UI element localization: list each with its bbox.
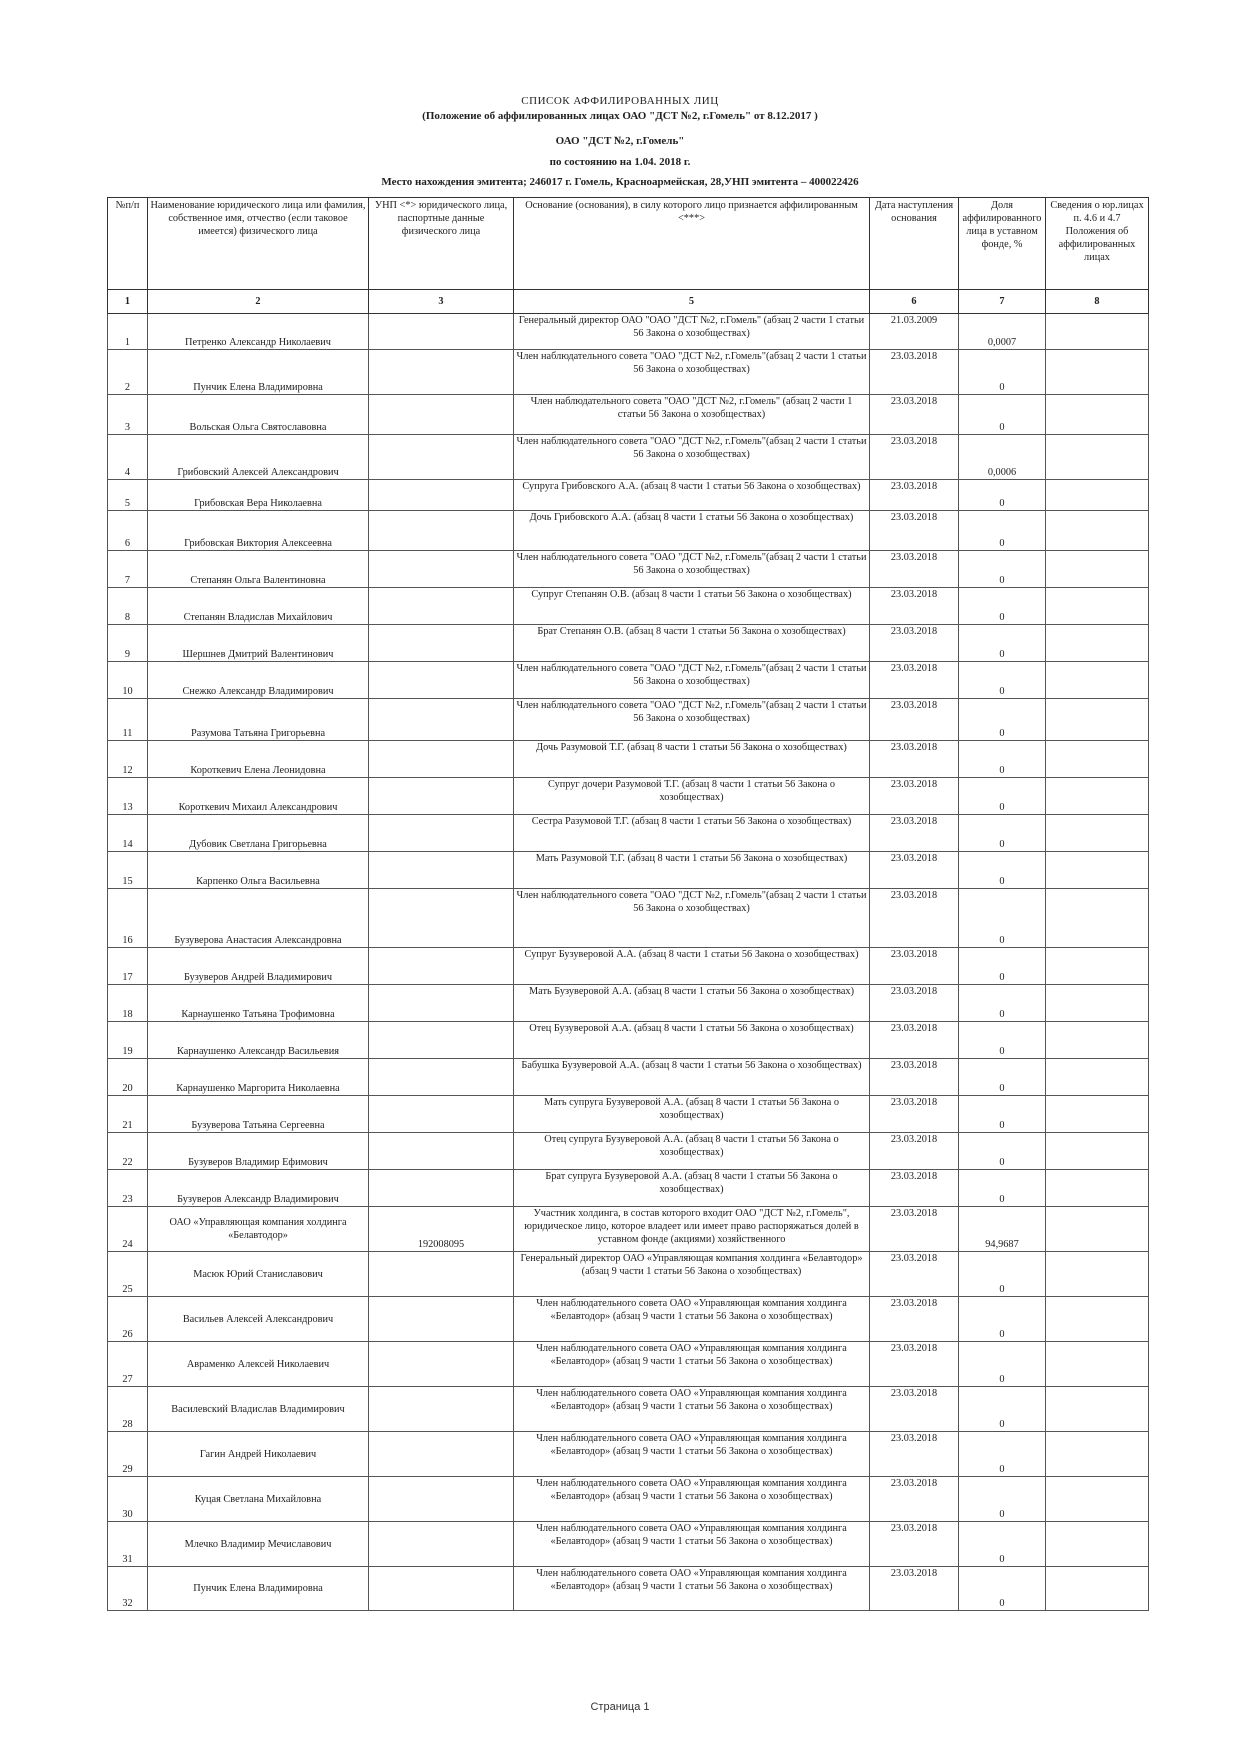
- basis-date: 23.03.2018: [870, 1432, 959, 1477]
- column-header: №п/п: [108, 198, 148, 290]
- row-number: 7: [108, 551, 148, 588]
- basis-date: 23.03.2018: [870, 1133, 959, 1170]
- legal-entity-info: [1046, 1059, 1149, 1096]
- affiliation-basis: Сестра Разумовой Т.Г. (абзац 8 части 1 статьи 56 Закона о хозобществах): [514, 815, 870, 852]
- basis-date: 23.03.2018: [870, 889, 959, 948]
- affiliation-basis: Член наблюдательного совета "ОАО "ДСТ №2, г.Гомель"(абзац 2 части 1 статьи 56 Закона о хозобществах): [514, 662, 870, 699]
- share-percent: 0: [959, 1477, 1046, 1522]
- share-percent: 0: [959, 985, 1046, 1022]
- affiliate-name: Масюк Юрий Станиславович: [148, 1252, 369, 1297]
- affiliate-unp: [369, 815, 514, 852]
- affiliate-unp: [369, 1567, 514, 1611]
- column-header: Сведения о юр.лицах п. 4.6 и 4.7 Положения об аффилированных лицах: [1046, 198, 1149, 290]
- share-percent: 0: [959, 1059, 1046, 1096]
- affiliate-unp: [369, 1297, 514, 1342]
- basis-date: 23.03.2018: [870, 778, 959, 815]
- table-row: [108, 662, 1149, 699]
- row-number: 12: [108, 741, 148, 778]
- affiliate-unp: [369, 395, 514, 435]
- affiliate-name: Бузуверов Александр Владимирович: [148, 1170, 369, 1207]
- affiliation-basis: Член наблюдательного совета ОАО «Управляющая компания холдинга «Белавтодор» (абзац 9 части 1 статьи 56 Закона о хозобществах): [514, 1522, 870, 1567]
- column-header: Доля аффилированного лица в уставном фонде, %: [959, 198, 1046, 290]
- row-number: 19: [108, 1022, 148, 1059]
- affiliate-name: Гагин Андрей Николаевич: [148, 1432, 369, 1477]
- affiliate-unp: [369, 1432, 514, 1477]
- affiliation-basis: Брат супруга Бузуверовой А.А. (абзац 8 части 1 статьи 56 Закона о хозобществах): [514, 1170, 870, 1207]
- affiliation-basis: Участник холдинга, в состав которого входит ОАО "ДСТ №2, г.Гомель", юридическое лицо, которое владеет или имеет право распоряжаться долей в уставном фонде (акциями) хозяйственного: [514, 1207, 870, 1252]
- legal-entity-info: [1046, 511, 1149, 551]
- table-row: [108, 889, 1149, 948]
- affiliate-name: Карнаушенко Татьяна Трофимовна: [148, 985, 369, 1022]
- column-header: Дата наступления основания: [870, 198, 959, 290]
- affiliate-name: Васильев Алексей Александрович: [148, 1297, 369, 1342]
- affiliation-basis: Дочь Грибовского А.А. (абзац 8 части 1 статьи 56 Закона о хозобществах): [514, 511, 870, 551]
- table-row: [108, 1567, 1149, 1611]
- affiliate-name: Млечко Владимир Мечиславович: [148, 1522, 369, 1567]
- affiliate-unp: [369, 889, 514, 948]
- affiliate-name: Пунчик Елена Владимировна: [148, 350, 369, 395]
- column-header: УНП <*> юридического лица, паспортные данные физического лица: [369, 198, 514, 290]
- legal-entity-info: [1046, 1522, 1149, 1567]
- share-percent: 0: [959, 511, 1046, 551]
- organization-name: ОАО "ДСТ №2, г.Гомель": [555, 135, 685, 147]
- affiliate-unp: [369, 948, 514, 985]
- share-percent: 94,9687: [959, 1207, 1046, 1252]
- basis-date: 23.03.2018: [870, 1252, 959, 1297]
- share-percent: 0: [959, 1432, 1046, 1477]
- affiliate-name: Бузуверов Владимир Ефимович: [148, 1133, 369, 1170]
- row-number: 23: [108, 1170, 148, 1207]
- basis-date: 23.03.2018: [870, 1567, 959, 1611]
- affiliate-unp: [369, 1522, 514, 1567]
- share-percent: 0: [959, 1567, 1046, 1611]
- share-percent: 0: [959, 395, 1046, 435]
- share-percent: 0: [959, 778, 1046, 815]
- legal-entity-info: [1046, 1252, 1149, 1297]
- row-number: 28: [108, 1387, 148, 1432]
- basis-date: 23.03.2018: [870, 435, 959, 480]
- affiliate-name: Пунчик Елена Владимировна: [148, 1567, 369, 1611]
- basis-date: 23.03.2018: [870, 480, 959, 511]
- basis-date: 23.03.2018: [870, 625, 959, 662]
- legal-entity-info: [1046, 551, 1149, 588]
- affiliate-unp: [369, 1387, 514, 1432]
- legal-entity-info: [1046, 1387, 1149, 1432]
- row-number: 2: [108, 350, 148, 395]
- affiliate-name: Снежко Александр Владимирович: [148, 662, 369, 699]
- row-number: 11: [108, 699, 148, 741]
- share-percent: 0: [959, 350, 1046, 395]
- affiliates-table: [107, 197, 1149, 1611]
- row-number: 10: [108, 662, 148, 699]
- basis-date: 23.03.2018: [870, 985, 959, 1022]
- affiliation-basis: Член наблюдательного совета "ОАО "ДСТ №2, г.Гомель"(абзац 2 части 1 статьи 56 Закона о хозобществах): [514, 435, 870, 480]
- affiliate-unp: [369, 1170, 514, 1207]
- affiliate-unp: [369, 350, 514, 395]
- row-number: 29: [108, 1432, 148, 1477]
- legal-entity-info: [1046, 1477, 1149, 1522]
- legal-entity-info: [1046, 662, 1149, 699]
- share-percent: 0: [959, 741, 1046, 778]
- affiliation-basis: Генеральный директор ОАО "ОАО "ДСТ №2, г.Гомель" (абзац 2 части 1 статьи 56 Закона о хозобществах): [514, 314, 870, 350]
- table-row: [108, 1252, 1149, 1297]
- table-header-row: [108, 198, 1149, 290]
- affiliate-unp: [369, 511, 514, 551]
- table-row: [108, 350, 1149, 395]
- affiliate-name: Карпенко Ольга Васильевна: [148, 852, 369, 889]
- share-percent: 0: [959, 551, 1046, 588]
- affiliate-name: Василевский Владислав Владимирович: [148, 1387, 369, 1432]
- affiliation-basis: Член наблюдательного совета ОАО «Управляющая компания холдинга «Белавтодор» (абзац 9 части 1 статьи 56 Закона о хозобществах): [514, 1297, 870, 1342]
- table-row: [108, 1522, 1149, 1567]
- basis-date: 21.03.2009: [870, 314, 959, 350]
- table-row: [108, 511, 1149, 551]
- row-number: 4: [108, 435, 148, 480]
- table-row: [108, 985, 1149, 1022]
- affiliation-basis: Супруг дочери Разумовой Т.Г. (абзац 8 части 1 статьи 56 Закона о хозобществах): [514, 778, 870, 815]
- basis-date: 23.03.2018: [870, 948, 959, 985]
- affiliation-basis: Член наблюдательного совета ОАО «Управляющая компания холдинга «Белавтодор» (абзац 9 части 1 статьи 56 Закона о хозобществах): [514, 1432, 870, 1477]
- row-number: 30: [108, 1477, 148, 1522]
- affiliation-basis: Мать Бузуверовой А.А. (абзац 8 части 1 статьи 56 Закона о хозобществах): [514, 985, 870, 1022]
- basis-date: 23.03.2018: [870, 1522, 959, 1567]
- table-row: [108, 741, 1149, 778]
- table-row: [108, 1022, 1149, 1059]
- row-number: 9: [108, 625, 148, 662]
- affiliate-unp: [369, 1022, 514, 1059]
- affiliation-basis: Член наблюдательного совета ОАО «Управляющая компания холдинга «Белавтодор» (абзац 9 части 1 статьи 56 Закона о хозобществах): [514, 1342, 870, 1387]
- affiliation-basis: Супруга Грибовского А.А. (абзац 8 части 1 статьи 56 Закона о хозобществах): [514, 480, 870, 511]
- basis-date: 23.03.2018: [870, 852, 959, 889]
- issuer-location: Место нахождения эмитента; 246017 г. Гомель, Красноармейская, 28,УНП эмитента – 400022426: [381, 176, 859, 188]
- legal-entity-info: [1046, 778, 1149, 815]
- legal-entity-info: [1046, 350, 1149, 395]
- basis-date: 23.03.2018: [870, 1207, 959, 1252]
- legal-entity-info: [1046, 1133, 1149, 1170]
- affiliation-basis: Член наблюдательного совета "ОАО "ДСТ №2, г.Гомель"(абзац 2 части 1 статьи 56 Закона о хозобществах): [514, 699, 870, 741]
- row-number: 3: [108, 395, 148, 435]
- affiliate-unp: [369, 662, 514, 699]
- table-row: [108, 1170, 1149, 1207]
- affiliation-basis: Мать супруга Бузуверовой А.А. (абзац 8 части 1 статьи 56 Закона о хозобществах): [514, 1096, 870, 1133]
- legal-entity-info: [1046, 1297, 1149, 1342]
- share-percent: 0: [959, 1297, 1046, 1342]
- affiliate-name: Дубовик Светлана Григорьевна: [148, 815, 369, 852]
- basis-date: 23.03.2018: [870, 551, 959, 588]
- share-percent: 0: [959, 1022, 1046, 1059]
- affiliation-basis: Генеральный директор ОАО «Управляющая компания холдинга «Белавтодор» (абзац 9 части 1 статьи 56 Закона о хозобществах): [514, 1252, 870, 1297]
- affiliation-basis: Отец Бузуверовой А.А. (абзац 8 части 1 статьи 56 Закона о хозобществах): [514, 1022, 870, 1059]
- row-number: 16: [108, 889, 148, 948]
- affiliate-name: Карнаушенко Александр Васильевия: [148, 1022, 369, 1059]
- legal-entity-info: [1046, 1022, 1149, 1059]
- affiliate-unp: 192008095: [369, 1207, 514, 1252]
- basis-date: 23.03.2018: [870, 1387, 959, 1432]
- share-percent: 0: [959, 889, 1046, 948]
- table-row: [108, 1096, 1149, 1133]
- basis-date: 23.03.2018: [870, 699, 959, 741]
- affiliation-basis: Отец супруга Бузуверовой А.А. (абзац 8 части 1 статьи 56 Закона о хозобществах): [514, 1133, 870, 1170]
- affiliate-unp: [369, 551, 514, 588]
- share-percent: 0: [959, 699, 1046, 741]
- row-number: 18: [108, 985, 148, 1022]
- column-number: 7: [959, 290, 1046, 314]
- affiliate-unp: [369, 741, 514, 778]
- affiliation-basis: Брат Степанян О.В. (абзац 8 части 1 статьи 56 Закона о хозобществах): [514, 625, 870, 662]
- document-title: СПИСОК АФФИЛИРОВАННЫХ ЛИЦ: [521, 95, 719, 107]
- row-number: 22: [108, 1133, 148, 1170]
- basis-date: 23.03.2018: [870, 1022, 959, 1059]
- share-percent: 0: [959, 1096, 1046, 1133]
- document-subtitle: (Положение об аффилированных лицах ОАО "ДСТ №2, г.Гомель" от 8.12.2017 ): [422, 110, 818, 122]
- basis-date: 23.03.2018: [870, 1170, 959, 1207]
- table-row: [108, 395, 1149, 435]
- table-row: [108, 778, 1149, 815]
- column-number-row: [108, 290, 1149, 314]
- as-of-date: по состоянию на 1.04. 2018 г.: [549, 156, 691, 168]
- basis-date: 23.03.2018: [870, 1342, 959, 1387]
- column-number: 3: [369, 290, 514, 314]
- legal-entity-info: [1046, 625, 1149, 662]
- basis-date: 23.03.2018: [870, 395, 959, 435]
- table-row: [108, 948, 1149, 985]
- affiliation-basis: Член наблюдательного совета "ОАО "ДСТ №2, г.Гомель" (абзац 2 части 1 статьи 56 Закона о хозобществах): [514, 395, 870, 435]
- table-row: [108, 588, 1149, 625]
- row-number: 25: [108, 1252, 148, 1297]
- row-number: 32: [108, 1567, 148, 1611]
- legal-entity-info: [1046, 1567, 1149, 1611]
- basis-date: 23.03.2018: [870, 1477, 959, 1522]
- affiliate-name: Грибовская Виктория Алексеевна: [148, 511, 369, 551]
- legal-entity-info: [1046, 852, 1149, 889]
- table-row: [108, 1207, 1149, 1252]
- affiliate-name: Авраменко Алексей Николаевич: [148, 1342, 369, 1387]
- affiliation-basis: Член наблюдательного совета "ОАО "ДСТ №2, г.Гомель"(абзац 2 части 1 статьи 56 Закона о хозобществах): [514, 551, 870, 588]
- share-percent: 0: [959, 1252, 1046, 1297]
- share-percent: 0: [959, 948, 1046, 985]
- affiliate-unp: [369, 1342, 514, 1387]
- legal-entity-info: [1046, 985, 1149, 1022]
- affiliate-unp: [369, 435, 514, 480]
- table-row: [108, 625, 1149, 662]
- legal-entity-info: [1046, 1432, 1149, 1477]
- affiliate-unp: [369, 314, 514, 350]
- table-row: [108, 314, 1149, 350]
- column-header: Основание (основания), в силу которого лицо признается аффилированным <***>: [514, 198, 870, 290]
- affiliate-unp: [369, 699, 514, 741]
- basis-date: 23.03.2018: [870, 662, 959, 699]
- legal-entity-info: [1046, 480, 1149, 511]
- legal-entity-info: [1046, 741, 1149, 778]
- legal-entity-info: [1046, 948, 1149, 985]
- legal-entity-info: [1046, 1096, 1149, 1133]
- table-row: [108, 480, 1149, 511]
- affiliate-name: Короткевич Михаил Александрович: [148, 778, 369, 815]
- legal-entity-info: [1046, 588, 1149, 625]
- affiliate-name: Короткевич Елена Леонидовна: [148, 741, 369, 778]
- table-row: [108, 815, 1149, 852]
- share-percent: 0: [959, 1133, 1046, 1170]
- affiliate-name: Бузуверов Андрей Владимирович: [148, 948, 369, 985]
- legal-entity-info: [1046, 815, 1149, 852]
- share-percent: 0: [959, 1342, 1046, 1387]
- affiliate-name: Петренко Александр Николаевич: [148, 314, 369, 350]
- legal-entity-info: [1046, 1170, 1149, 1207]
- legal-entity-info: [1046, 1207, 1149, 1252]
- basis-date: 23.03.2018: [870, 1059, 959, 1096]
- affiliation-basis: Член наблюдательного совета "ОАО "ДСТ №2, г.Гомель"(абзац 2 части 1 статьи 56 Закона о хозобществах): [514, 350, 870, 395]
- affiliation-basis: Член наблюдательного совета "ОАО "ДСТ №2, г.Гомель"(абзац 2 части 1 статьи 56 Закона о хозобществах): [514, 889, 870, 948]
- affiliate-name: Карнаушенко Маргорита Николаевна: [148, 1059, 369, 1096]
- row-number: 31: [108, 1522, 148, 1567]
- affiliate-unp: [369, 1477, 514, 1522]
- affiliate-name: Разумова Татьяна Григорьевна: [148, 699, 369, 741]
- page-number: Страница 1: [590, 1701, 650, 1713]
- table-row: [108, 1432, 1149, 1477]
- affiliate-name: Куцая Светлана Михайловна: [148, 1477, 369, 1522]
- affiliation-basis: Мать Разумовой Т.Г. (абзац 8 части 1 статьи 56 Закона о хозобществах): [514, 852, 870, 889]
- row-number: 20: [108, 1059, 148, 1096]
- share-percent: 0: [959, 1522, 1046, 1567]
- legal-entity-info: [1046, 314, 1149, 350]
- basis-date: 23.03.2018: [870, 1297, 959, 1342]
- affiliate-unp: [369, 1133, 514, 1170]
- affiliate-unp: [369, 480, 514, 511]
- basis-date: 23.03.2018: [870, 511, 959, 551]
- share-percent: 0: [959, 815, 1046, 852]
- affiliate-unp: [369, 1059, 514, 1096]
- basis-date: 23.03.2018: [870, 588, 959, 625]
- column-number: 2: [148, 290, 369, 314]
- column-number: 6: [870, 290, 959, 314]
- table-row: [108, 852, 1149, 889]
- affiliate-name: Степанян Владислав Михайлович: [148, 588, 369, 625]
- row-number: 8: [108, 588, 148, 625]
- legal-entity-info: [1046, 1342, 1149, 1387]
- share-percent: 0: [959, 625, 1046, 662]
- legal-entity-info: [1046, 395, 1149, 435]
- affiliation-basis: Бабушка Бузуверовой А.А. (абзац 8 части 1 статьи 56 Закона о хозобществах): [514, 1059, 870, 1096]
- row-number: 14: [108, 815, 148, 852]
- basis-date: 23.03.2018: [870, 815, 959, 852]
- share-percent: 0,0007: [959, 314, 1046, 350]
- row-number: 6: [108, 511, 148, 551]
- row-number: 24: [108, 1207, 148, 1252]
- affiliate-name: Грибовская Вера Николаевна: [148, 480, 369, 511]
- row-number: 26: [108, 1297, 148, 1342]
- affiliate-unp: [369, 778, 514, 815]
- affiliation-basis: Член наблюдательного совета ОАО «Управляющая компания холдинга «Белавтодор» (абзац 9 части 1 статьи 56 Закона о хозобществах): [514, 1387, 870, 1432]
- basis-date: 23.03.2018: [870, 1096, 959, 1133]
- table-row: [108, 435, 1149, 480]
- legal-entity-info: [1046, 699, 1149, 741]
- share-percent: 0: [959, 588, 1046, 625]
- row-number: 1: [108, 314, 148, 350]
- affiliate-unp: [369, 1252, 514, 1297]
- column-number: 5: [514, 290, 870, 314]
- table-row: [108, 1387, 1149, 1432]
- affiliate-unp: [369, 1096, 514, 1133]
- share-percent: 0: [959, 1170, 1046, 1207]
- share-percent: 0: [959, 662, 1046, 699]
- basis-date: 23.03.2018: [870, 350, 959, 395]
- basis-date: 23.03.2018: [870, 741, 959, 778]
- table-row: [108, 699, 1149, 741]
- table-row: [108, 1133, 1149, 1170]
- row-number: 5: [108, 480, 148, 511]
- affiliate-name: Бузуверова Татьяна Сергеевна: [148, 1096, 369, 1133]
- affiliation-basis: Супруг Степанян О.В. (абзац 8 части 1 статьи 56 Закона о хозобществах): [514, 588, 870, 625]
- affiliate-unp: [369, 985, 514, 1022]
- share-percent: 0: [959, 480, 1046, 511]
- table-row: [108, 1059, 1149, 1096]
- column-header: Наименование юридического лица или фамилия, собственное имя, отчество (если таковое имеется) физического лица: [148, 198, 369, 290]
- column-number: 1: [108, 290, 148, 314]
- legal-entity-info: [1046, 889, 1149, 948]
- row-number: 17: [108, 948, 148, 985]
- affiliate-unp: [369, 625, 514, 662]
- share-percent: 0: [959, 1387, 1046, 1432]
- affiliate-name: Шершнев Дмитрий Валентинович: [148, 625, 369, 662]
- table-row: [108, 1297, 1149, 1342]
- share-percent: 0: [959, 852, 1046, 889]
- affiliate-name: Грибовский Алексей Александрович: [148, 435, 369, 480]
- row-number: 13: [108, 778, 148, 815]
- row-number: 21: [108, 1096, 148, 1133]
- affiliate-unp: [369, 588, 514, 625]
- table-row: [108, 551, 1149, 588]
- legal-entity-info: [1046, 435, 1149, 480]
- row-number: 27: [108, 1342, 148, 1387]
- share-percent: 0,0006: [959, 435, 1046, 480]
- affiliate-name: Степанян Ольга Валентиновна: [148, 551, 369, 588]
- affiliation-basis: Супруг Бузуверовой А.А. (абзац 8 части 1 статьи 56 Закона о хозобществах): [514, 948, 870, 985]
- affiliate-name: ОАО «Управляющая компания холдинга «Белавтодор»: [148, 1207, 369, 1252]
- affiliate-unp: [369, 852, 514, 889]
- column-number: 8: [1046, 290, 1149, 314]
- affiliate-name: Вольская Ольга Святославовна: [148, 395, 369, 435]
- affiliation-basis: Член наблюдательного совета ОАО «Управляющая компания холдинга «Белавтодор» (абзац 9 части 1 статьи 56 Закона о хозобществах): [514, 1567, 870, 1611]
- table-row: [108, 1477, 1149, 1522]
- table-row: [108, 1342, 1149, 1387]
- affiliation-basis: Дочь Разумовой Т.Г. (абзац 8 части 1 статьи 56 Закона о хозобществах): [514, 741, 870, 778]
- affiliation-basis: Член наблюдательного совета ОАО «Управляющая компания холдинга «Белавтодор» (абзац 9 части 1 статьи 56 Закона о хозобществах): [514, 1477, 870, 1522]
- affiliate-name: Бузуверова Анастасия Александровна: [148, 889, 369, 948]
- row-number: 15: [108, 852, 148, 889]
